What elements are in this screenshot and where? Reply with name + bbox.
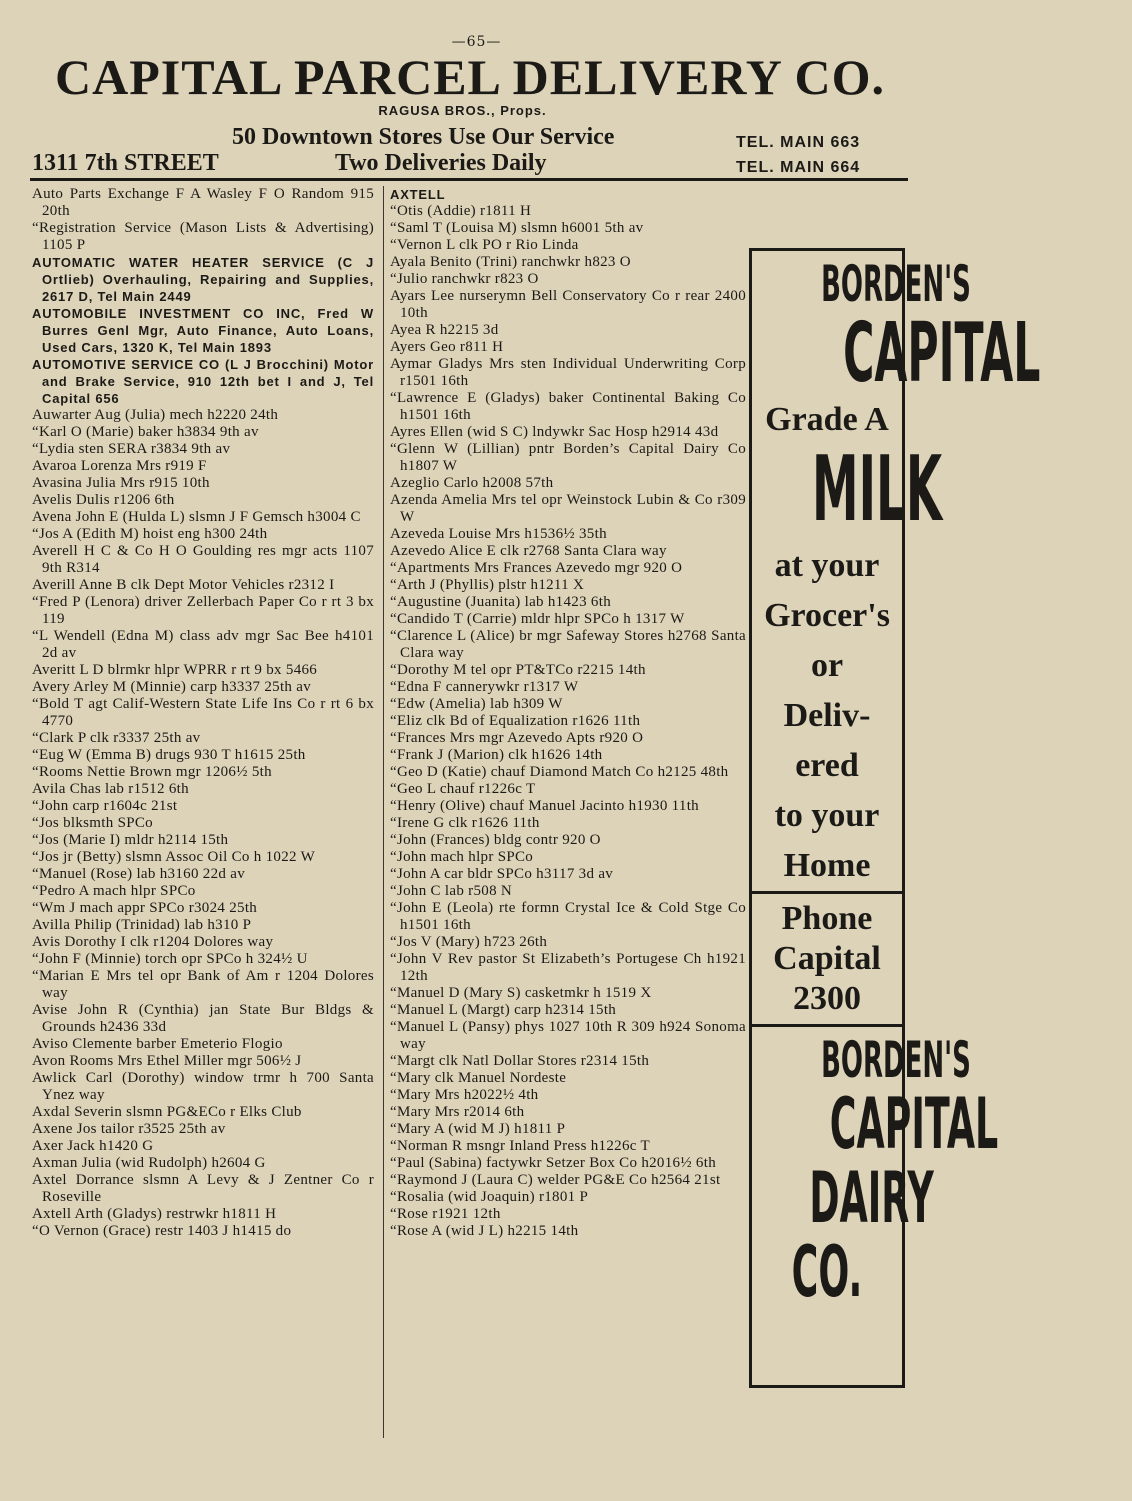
directory-entry: “John C lab r508 N xyxy=(390,883,513,899)
directory-entry: “John F (Minnie) torch opr SPCo h 324½ U xyxy=(32,951,308,967)
directory-entry: “Manuel D (Mary S) casketmkr h 1519 X xyxy=(390,985,652,1001)
header-rule xyxy=(30,178,908,181)
directory-entry: Avery Arley M (Minnie) carp h3337 25th av xyxy=(32,679,312,695)
ad-text-to-your: to your xyxy=(774,797,880,834)
directory-entry: Averell H C & Co H O Goulding res mgr acts 1107 9th R314 xyxy=(32,543,374,576)
ad-text-ered: ered xyxy=(795,747,859,784)
directory-entry: “Edna F cannerywkr r1317 W xyxy=(390,679,579,695)
page-number: —65— xyxy=(451,34,502,50)
directory-entry: Avasina Julia Mrs r915 10th xyxy=(32,475,210,491)
directory-entry: “Rose r1921 12th xyxy=(390,1206,501,1222)
ad-text-grocers: Grocer's xyxy=(764,597,890,634)
directory-entry: Axene Jos tailor r3525 25th av xyxy=(32,1121,226,1137)
right-directory-column xyxy=(390,186,746,1240)
tagline-stores: 50 Downtown Stores Use Our Service xyxy=(232,124,615,150)
directory-entry-business: AUTOMOTIVE SERVICE CO (L J Brocchini) Motor and Brake Service, 910 12th bet I and J, Tel Capital 656 xyxy=(32,357,374,406)
column-divider xyxy=(383,186,384,1438)
directory-entry: Averill Anne B clk Dept Motor Vehicles r2312 I xyxy=(32,577,335,593)
directory-entry: “John mach hlpr SPCo xyxy=(390,849,534,865)
directory-entry: “Candido T (Carrie) mldr hlpr SPCo h 1317 W xyxy=(390,611,685,627)
directory-entry-business: AUTOMATIC WATER HEATER SERVICE (C J Ortlieb) Overhauling, Repairing and Supplies, 2617 D, Tel Main 2449 xyxy=(32,255,374,304)
directory-entry: Avelis Dulis r1206 6th xyxy=(32,492,175,508)
directory-entry: “Rooms Nettie Brown mgr 1206½ 5th xyxy=(32,764,272,780)
directory-entry: Avon Rooms Mrs Ethel Miller mgr 506½ J xyxy=(32,1053,302,1069)
directory-entry: Auto Parts Exchange F A Wasley F O Random 915 20th xyxy=(32,186,374,219)
directory-entry: “Edw (Amelia) lab h309 W xyxy=(390,696,563,712)
directory-entry: “Norman R msngr Inland Press h1226c T xyxy=(390,1138,650,1154)
directory-entry: “L Wendell (Edna M) class adv mgr Sac Bee h4101 2d av xyxy=(32,628,374,661)
directory-entry: “Vernon L clk PO r Rio Linda xyxy=(390,237,579,253)
ad-phone-number: 2300 xyxy=(793,980,861,1017)
ad-grade-a: Grade A xyxy=(765,401,889,438)
directory-entry: “O Vernon (Grace) restr 1403 J h1415 do xyxy=(32,1223,292,1239)
directory-entry: Aviso Clemente barber Emeterio Flogio xyxy=(32,1036,283,1052)
directory-entry: “Manuel (Rose) lab h3160 22d av xyxy=(32,866,246,882)
directory-entry: “Registration Service (Mason Lists & Advertising) 1105 P xyxy=(32,220,374,253)
directory-entry: “John V Rev pastor St Elizabeth’s Portugese Ch h1921 12th xyxy=(390,951,746,984)
directory-entry: “Eug W (Emma B) drugs 930 T h1615 25th xyxy=(32,747,306,763)
tagline-deliveries: Two Deliveries Daily xyxy=(335,150,547,176)
directory-entry: Azenda Amelia Mrs tel opr Weinstock Lubin & Co r309 W xyxy=(390,492,746,525)
directory-entry: “Mary Mrs h2022½ 4th xyxy=(390,1087,539,1103)
directory-entry: “Rose A (wid J L) h2215 14th xyxy=(390,1223,579,1239)
surname-heading: AXTELL xyxy=(390,187,446,202)
ad-product-milk: MILK xyxy=(812,437,943,542)
ad-divider xyxy=(752,891,902,894)
directory-entry: “Jos jr (Betty) slsmn Assoc Oil Co h 1022 W xyxy=(32,849,316,865)
directory-entry: “Bold T agt Calif-Western State Life Ins Co r rt 6 bx 4770 xyxy=(32,696,374,729)
directory-entry: “Clarence L (Alice) br mgr Safeway Stores h2768 Santa Clara way xyxy=(390,628,746,661)
directory-entry: “Pedro A mach hlpr SPCo xyxy=(32,883,196,899)
ad-phone-exchange: Capital xyxy=(773,940,881,977)
directory-entry: “Henry (Olive) chauf Manuel Jacinto h1930 11th xyxy=(390,798,699,814)
directory-entry: “Clark P clk r3337 25th av xyxy=(32,730,201,746)
directory-entry: “John E (Leola) rte formn Crystal Ice & Cold Stge Co h1501 16th xyxy=(390,900,746,933)
directory-entry: “Fred P (Lenora) driver Zellerbach Paper Co r rt 3 bx 119 xyxy=(32,594,374,627)
directory-entry: Aymar Gladys Mrs sten Individual Underwriting Corp r1501 16th xyxy=(390,356,746,389)
directory-entry: “John A car bldr SPCo h3117 3d av xyxy=(390,866,614,882)
directory-entry: “Julio ranchwkr r823 O xyxy=(390,271,539,287)
directory-entry: Axman Julia (wid Rudolph) h2604 G xyxy=(32,1155,266,1171)
directory-entry: “John (Frances) bldg contr 920 O xyxy=(390,832,601,848)
directory-entry: “Saml T (Louisa M) slsmn h6001 5th av xyxy=(390,220,644,236)
directory-entry: “Lawrence E (Gladys) baker Continental Baking Co h1501 16th xyxy=(390,390,746,423)
directory-entry: Auwarter Aug (Julia) mech h2220 24th xyxy=(32,407,279,423)
ad-footer-co: CO. xyxy=(791,1231,863,1313)
directory-entry: “Manuel L (Pansy) phys 1027 10th R 309 h924 Sonoma way xyxy=(390,1019,746,1052)
directory-entry: “Wm J mach appr SPCo r3024 25th xyxy=(32,900,258,916)
directory-entry: “Mary clk Manuel Nordeste xyxy=(390,1070,567,1086)
directory-entry: “Otis (Addie) r1811 H xyxy=(390,203,532,219)
directory-entry: “Geo D (Katie) chauf Diamond Match Co h2125 48th xyxy=(390,764,729,780)
directory-entry: “Mary Mrs r2014 6th xyxy=(390,1104,525,1120)
proprietors: RAGUSA BROS., Props. xyxy=(378,103,547,118)
directory-entry: Ayers Geo r811 H xyxy=(390,339,504,355)
directory-entry: Axdal Severin slsmn PG&ECo r Elks Club xyxy=(32,1104,302,1120)
directory-entry: “Margt clk Natl Dollar Stores r2314 15th xyxy=(390,1053,650,1069)
directory-entry: “Mary A (wid M J) h1811 P xyxy=(390,1121,566,1137)
phone-main-663: TEL. MAIN 663 xyxy=(736,134,861,151)
directory-entry: Awlick Carl (Dorothy) window trmr h 700 Santa Ynez way xyxy=(32,1070,374,1103)
directory-entry: Ayres Ellen (wid S C) lndywkr Sac Hosp h2914 43d xyxy=(390,424,719,440)
directory-entry: “Arth J (Phyllis) plstr h1211 X xyxy=(390,577,585,593)
ad-footer-bordens: BORDEN'S xyxy=(821,1031,971,1089)
directory-entry: Azeglio Carlo h2008 57th xyxy=(390,475,554,491)
ad-brand-capital: CAPITAL xyxy=(843,306,1041,401)
phone-main-664: TEL. MAIN 664 xyxy=(736,159,861,176)
directory-entry: Axtell Arth (Gladys) restrwkr h1811 H xyxy=(32,1206,277,1222)
directory-entry: Axer Jack h1420 G xyxy=(32,1138,154,1154)
ad-footer-capital: CAPITAL xyxy=(829,1083,999,1165)
directory-entry: “Raymond J (Laura C) welder PG&E Co h2564 21st xyxy=(390,1172,721,1188)
ad-text-home: Home xyxy=(783,847,871,884)
left-directory-column xyxy=(32,186,374,1240)
directory-entry: Azeveda Louise Mrs h1536½ 35th xyxy=(390,526,607,542)
directory-entry: “Jos blksmth SPCo xyxy=(32,815,153,831)
directory-entry: Avilla Philip (Trinidad) lab h310 P xyxy=(32,917,252,933)
directory-entry: Azevedo Alice E clk r2768 Santa Clara way xyxy=(390,543,667,559)
directory-entry: Ayea R h2215 3d xyxy=(390,322,499,338)
ad-text-at-your: at your xyxy=(774,547,880,584)
directory-entry: Ayala Benito (Trini) ranchwkr h823 O xyxy=(390,254,631,270)
directory-entry: “Dorothy M tel opr PT&TCo r2215 14th xyxy=(390,662,646,678)
directory-entry: “Glenn W (Lillian) pntr Borden’s Capital Dairy Co h1807 W xyxy=(390,441,746,474)
directory-entry: Avis Dorothy I clk r1204 Dolores way xyxy=(32,934,274,950)
directory-entry: Avena John E (Hulda L) slsmn J F Gemsch h3004 C xyxy=(32,509,361,525)
company-name: CAPITAL PARCEL DELIVERY CO. xyxy=(55,49,885,105)
directory-entry: “Irene G clk r1626 11th xyxy=(390,815,540,831)
directory-entry: Ayars Lee nurserymn Bell Conservatory Co r rear 2400 10th xyxy=(390,288,746,321)
directory-entry: “Frances Mrs mgr Azevedo Apts r920 O xyxy=(390,730,644,746)
directory-entry: Avaroa Lorenza Mrs r919 F xyxy=(32,458,207,474)
directory-entry: “Frank J (Marion) clk h1626 14th xyxy=(390,747,603,763)
directory-entry: “Karl O (Marie) baker h3834 9th av xyxy=(32,424,259,440)
directory-entry-business: AUTOMOBILE INVESTMENT CO INC, Fred W Burres Genl Mgr, Auto Finance, Auto Loans, Used Cars, 1320 K, Tel Main 1893 xyxy=(32,306,374,355)
ad-divider xyxy=(752,1024,902,1027)
bordens-milk-advertisement xyxy=(749,248,1041,1388)
ad-brand-bordens: BORDEN'S xyxy=(821,255,971,313)
directory-entry: Avise John R (Cynthia) jan State Bur Bldgs & Grounds h2436 33d xyxy=(32,1002,374,1035)
address: 1311 7th STREET xyxy=(32,150,219,176)
directory-entry: “Jos A (Edith M) hoist eng h300 24th xyxy=(32,526,268,542)
directory-entry: “Jos (Marie I) mldr h2114 15th xyxy=(32,832,229,848)
directory-entry: “Manuel L (Margt) carp h2314 15th xyxy=(390,1002,617,1018)
directory-entry: “Apartments Mrs Frances Azevedo mgr 920 O xyxy=(390,560,683,576)
directory-entry: “Paul (Sabina) factywkr Setzer Box Co h2016½ 6th xyxy=(390,1155,717,1171)
directory-entry: “Eliz clk Bd of Equalization r1626 11th xyxy=(390,713,641,729)
directory-entry: Axtel Dorrance slsmn A Levy & J Zentner Co r Roseville xyxy=(32,1172,374,1205)
ad-phone-label: Phone xyxy=(781,900,873,937)
directory-entry: “Rosalia (wid Joaquin) r1801 P xyxy=(390,1189,589,1205)
directory-entry: “Augustine (Juanita) lab h1423 6th xyxy=(390,594,611,610)
directory-entry: “Geo L chauf r1226c T xyxy=(390,781,536,797)
directory-entry: “John carp r1604c 21st xyxy=(32,798,178,814)
directory-entry: “Marian E Mrs tel opr Bank of Am r 1204 Dolores way xyxy=(32,968,374,1001)
ad-footer-dairy: DAIRY xyxy=(809,1157,934,1239)
directory-entry: “Jos V (Mary) h723 26th xyxy=(390,934,548,950)
directory-entry: “Lydia sten SERA r3834 9th av xyxy=(32,441,231,457)
ad-text-deliv: Deliv- xyxy=(783,697,871,734)
ad-text-or: or xyxy=(810,647,844,684)
directory-entry: Averitt L D blrmkr hlpr WPRR r rt 9 bx 5466 xyxy=(32,662,318,678)
directory-entry: Avila Chas lab r1512 6th xyxy=(32,781,189,797)
